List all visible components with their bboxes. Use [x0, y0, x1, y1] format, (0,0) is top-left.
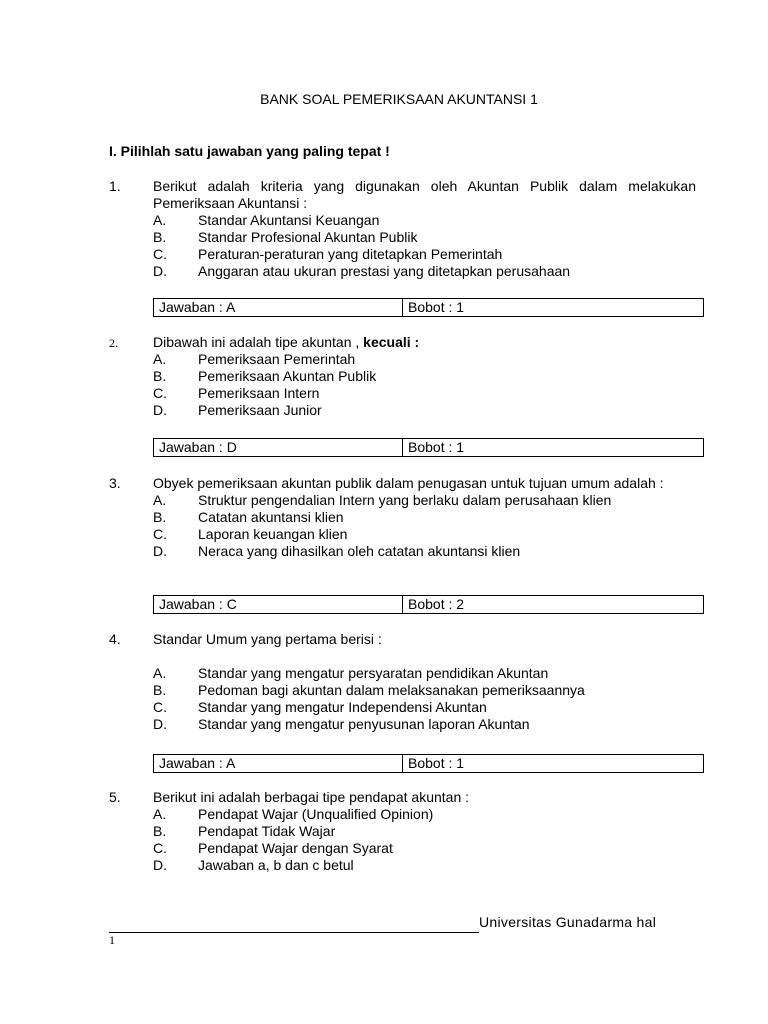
option-letter: C.	[153, 385, 167, 401]
option-b	[153, 229, 709, 246]
page-number: 1	[109, 933, 115, 947]
option-letter: C.	[153, 840, 167, 856]
weight-cell: Bobot : 1	[408, 755, 465, 771]
question-1	[109, 178, 709, 280]
option-a	[153, 212, 709, 229]
option-text: Standar Akuntansi Keuangan	[198, 212, 380, 228]
option-text: Pendapat Wajar (Unqualified Opinion)	[198, 806, 434, 822]
option-text: Pemeriksaan Junior	[198, 402, 322, 418]
answer-box-2	[153, 438, 704, 457]
option-letter: A.	[153, 212, 167, 228]
document-title: BANK SOAL PEMERIKSAAN AKUNTANSI 1	[260, 91, 538, 107]
option-text: Standar Profesional Akuntan Publik	[198, 229, 418, 245]
option-d	[153, 716, 709, 733]
option-letter: B.	[153, 823, 167, 839]
stem-emphasis: kecuali :	[363, 334, 420, 350]
spacer	[109, 648, 709, 665]
question-2	[109, 334, 709, 419]
option-letter: A.	[153, 806, 167, 822]
option-d	[153, 402, 709, 419]
answer-box-1	[153, 298, 704, 317]
answer-cell: Jawaban : A	[154, 299, 403, 316]
option-a	[153, 665, 709, 682]
option-letter: D.	[153, 402, 167, 418]
option-text: Pemeriksaan Akuntan Publik	[198, 368, 377, 384]
question-stem: Standar Umum yang pertama berisi :	[153, 631, 382, 647]
option-b	[153, 368, 709, 385]
option-text: Jawaban a, b dan c betul	[198, 857, 354, 873]
option-text: Pedoman bagi akuntan dalam melaksanakan pemeriksaannya	[198, 682, 585, 698]
option-letter: B.	[153, 229, 167, 245]
option-letter: B.	[153, 682, 167, 698]
answer-box-3	[153, 595, 704, 614]
footer-rule	[109, 932, 479, 933]
question-number: 3.	[109, 475, 121, 491]
option-letter: A.	[153, 351, 167, 367]
question-number: 1.	[109, 178, 121, 194]
option-text: Peraturan-peraturan yang ditetapkan Pemerintah	[198, 246, 503, 262]
question-4	[109, 631, 709, 733]
option-d	[153, 543, 709, 560]
question-3	[109, 475, 709, 560]
stem-text: Dibawah ini adalah tipe akuntan ,	[153, 334, 360, 350]
option-text: Standar yang mengatur persyaratan pendidikan Akuntan	[198, 665, 549, 681]
answer-cell: Jawaban : D	[154, 439, 403, 456]
weight-cell: Bobot : 1	[408, 299, 465, 315]
option-letter: C.	[153, 526, 167, 542]
question-number: 4.	[109, 631, 121, 647]
section-instruction: I. Pilihlah satu jawaban yang paling tepat !	[109, 143, 390, 159]
option-c	[153, 246, 709, 263]
option-letter: B.	[153, 509, 167, 525]
option-letter: C.	[153, 699, 167, 715]
option-d	[153, 263, 709, 280]
option-text: Struktur pengendalian Intern yang berlaku dalam perusahaan klien	[198, 492, 612, 508]
option-text: Anggaran atau ukuran prestasi yang ditetapkan perusahaan	[198, 263, 571, 279]
option-letter: D.	[153, 263, 167, 279]
answer-cell: Jawaban : A	[154, 755, 403, 772]
option-a	[153, 351, 709, 368]
option-text: Pemeriksaan Intern	[198, 385, 320, 401]
option-a	[153, 492, 709, 509]
footer-institution: Universitas Gunadarma hal	[479, 914, 657, 930]
option-b	[153, 823, 709, 840]
question-stem: Berikut ini adalah berbagai tipe pendapat akuntan :	[153, 789, 470, 805]
option-b	[153, 509, 709, 526]
option-letter: D.	[153, 716, 167, 732]
answer-cell: Jawaban : C	[154, 596, 403, 613]
option-letter: A.	[153, 492, 167, 508]
option-letter: D.	[153, 857, 167, 873]
option-d	[153, 857, 709, 874]
option-text: Pendapat Tidak Wajar	[198, 823, 336, 839]
option-letter: D.	[153, 543, 167, 559]
option-text: Pemeriksaan Pemerintah	[198, 351, 356, 367]
option-c	[153, 526, 709, 543]
option-letter: A.	[153, 665, 167, 681]
option-c	[153, 699, 709, 716]
option-text: Neraca yang dihasilkan oleh catatan akuntansi klien	[198, 543, 521, 559]
option-letter: B.	[153, 368, 167, 384]
question-stem: Berikut adalah kriteria yang digunakan oleh Akuntan Publik dalam melakukan Pemeriksaan Akuntansi :	[153, 178, 696, 211]
question-stem	[153, 334, 696, 351]
option-c	[153, 385, 709, 402]
option-text: Standar yang mengatur Independensi Akuntan	[198, 699, 487, 715]
question-stem: Obyek pemeriksaan akuntan publik dalam penugasan untuk tujuan umum adalah :	[153, 475, 664, 491]
weight-cell: Bobot : 1	[408, 439, 465, 455]
option-a	[153, 806, 709, 823]
question-number: 5.	[109, 789, 121, 805]
option-text: Standar yang mengatur penyusunan laporan Akuntan	[198, 716, 530, 732]
option-text: Pendapat Wajar dengan Syarat	[198, 840, 393, 856]
answer-box-4	[153, 754, 704, 773]
question-5	[109, 789, 709, 874]
option-letter: C.	[153, 246, 167, 262]
option-c	[153, 840, 709, 857]
option-text: Laporan keuangan klien	[198, 526, 348, 542]
question-number: 2.	[109, 336, 118, 350]
option-b	[153, 682, 709, 699]
weight-cell: Bobot : 2	[408, 596, 465, 612]
option-text: Catatan akuntansi klien	[198, 509, 344, 525]
